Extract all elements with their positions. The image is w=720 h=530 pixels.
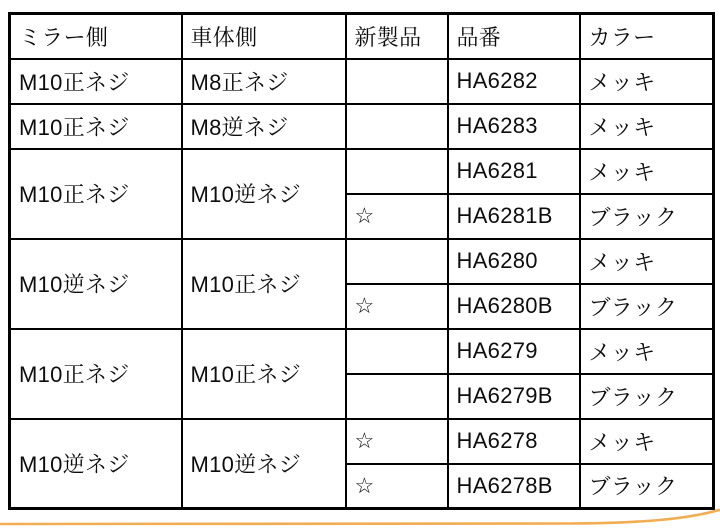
mirror-side-cell: M10逆ネジ (10, 419, 182, 509)
new-product-cell (346, 329, 448, 374)
mirror-side-cell: M10正ネジ (10, 329, 182, 419)
color-cell: メッキ (580, 59, 714, 104)
col-header-part-number: 品番 (448, 14, 580, 59)
body-side-cell: M10逆ネジ (182, 149, 346, 239)
color-cell: ブラック (580, 374, 714, 419)
table-row (10, 104, 714, 149)
body-side-cell: M10逆ネジ (182, 419, 346, 509)
part-number-cell: HA6280B (448, 284, 580, 329)
col-header-color: カラー (580, 14, 714, 59)
body-side-cell: M8逆ネジ (182, 104, 346, 149)
new-product-cell (346, 374, 448, 419)
part-number-cell: HA6279B (448, 374, 580, 419)
color-cell: メッキ (580, 419, 714, 464)
color-cell: メッキ (580, 104, 714, 149)
table-row (10, 59, 714, 104)
part-number-cell: HA6280 (448, 239, 580, 284)
table-row (10, 329, 714, 374)
new-product-cell: ☆ (346, 419, 448, 464)
part-number-cell: HA6282 (448, 59, 580, 104)
col-header-mirror-side: ミラー側 (10, 14, 182, 59)
part-number-cell: HA6281B (448, 194, 580, 239)
mirror-side-cell: M10逆ネジ (10, 239, 182, 329)
mirror-side-cell: M10正ネジ (10, 104, 182, 149)
part-number-cell: HA6283 (448, 104, 580, 149)
color-cell: メッキ (580, 239, 714, 284)
new-product-cell: ☆ (346, 284, 448, 329)
parts-table (8, 12, 715, 510)
color-cell: ブラック (580, 194, 714, 239)
new-product-cell (346, 149, 448, 194)
color-cell: ブラック (580, 464, 714, 509)
part-number-cell: HA6278B (448, 464, 580, 509)
body-side-cell: M8正ネジ (182, 59, 346, 104)
table-header-row (10, 14, 714, 59)
new-product-cell: ☆ (346, 194, 448, 239)
table-row (10, 239, 714, 284)
new-product-cell: ☆ (346, 464, 448, 509)
color-cell: メッキ (580, 329, 714, 374)
color-cell: メッキ (580, 149, 714, 194)
col-header-new-product: 新製品 (346, 14, 448, 59)
new-product-cell (346, 59, 448, 104)
table-row (10, 149, 714, 194)
body-side-cell: M10正ネジ (182, 329, 346, 419)
new-product-cell (346, 104, 448, 149)
new-product-cell (346, 239, 448, 284)
body-side-cell: M10正ネジ (182, 239, 346, 329)
table-row (10, 419, 714, 464)
part-number-cell: HA6278 (448, 419, 580, 464)
color-cell: ブラック (580, 284, 714, 329)
part-number-cell: HA6281 (448, 149, 580, 194)
mirror-side-cell: M10正ネジ (10, 59, 182, 104)
mirror-side-cell: M10正ネジ (10, 149, 182, 239)
part-number-cell: HA6279 (448, 329, 580, 374)
col-header-body-side: 車体側 (182, 14, 346, 59)
